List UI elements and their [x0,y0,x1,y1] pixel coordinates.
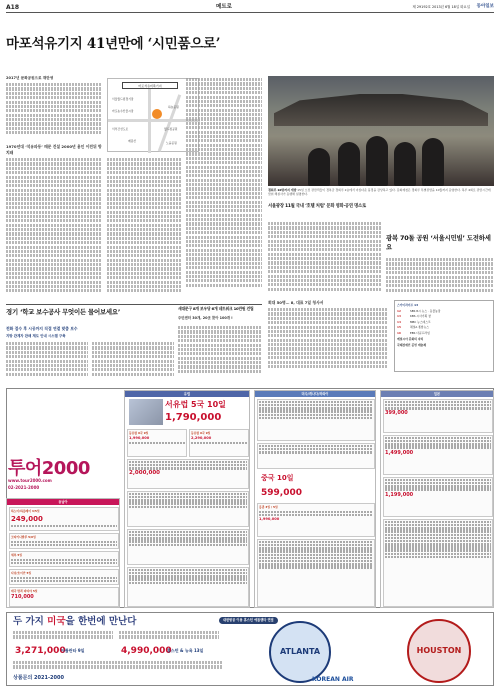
ad-item[interactable] [9,533,119,549]
channel-text: EBS 다큐프라임 [410,330,430,335]
article4-sub: 주민센터 30개, 20곳 찾아 100개 ! [178,316,233,320]
ad-item[interactable] [9,587,119,607]
channel-no: 13 [397,314,401,319]
photo-caption-text: 15일 오전 관람객들이 경복궁 경회루 2층에서 아름다운 풍경을 감상하고 있다. 문화재청은 경회루 특별관람을 10월까지 운영한다. 하루 4회로 관람시간에 맞춰 해설사가 동행해 설명한다. [268,188,491,197]
article3-sub: 전화 접수 후 시공까지 직접 연결 맞춤 보수 [6,326,78,331]
newspaper-brand: 동아일보 [476,4,494,9]
ad-item[interactable] [127,459,249,489]
tv-channel-box [394,300,494,372]
article2-headline: 서울광장 11월 국내 ‘호텔 처럼’ 문화 영화·공연 명소로 [268,204,366,209]
page-number: A18 [6,4,19,11]
ad-item[interactable] [383,519,493,607]
map-label: 하늘공원 [168,105,179,109]
channel-text: 채널A 종합뉴스 [410,325,430,330]
page-header [6,3,494,13]
ad-item[interactable] [257,443,375,469]
tour2000-ad [6,498,120,608]
ad-item[interactable] [9,569,119,585]
article2b-kicker: 회대 50명… 8, 대표 7일 청사서 [268,300,324,305]
ad-item-title: 하노이/하롱베이 4/5일 [11,509,40,513]
ad-item-title: 다낭/호이안 5일 [11,571,32,575]
ad-item[interactable] [257,539,375,607]
photo-caption [268,188,494,196]
map-label: 매봉산 [128,139,137,143]
article-body-3 [107,158,182,300]
ad-item-price: 710,000 [11,594,34,601]
china-headline: 중국 10일 [261,474,294,482]
ad-desc-3 [13,661,223,671]
america-banner: 미주/캐나다/하와이 [255,391,375,397]
channel-title-3: 국제장애인 공연 예술제 [397,342,426,347]
ad-item-title: 동유럽 6국 9일 [129,431,149,435]
ad-item[interactable] [127,429,187,457]
europe-price: 1,790,000 [165,412,222,423]
channel-text: MBC 뉴스데스크 [410,319,431,324]
article3-body-3 [178,326,262,382]
korean-air-ad [6,612,494,686]
ad-item-title: 동유럽 6국 9일 [191,431,211,435]
ad-item-price: 1,990,000 [129,436,150,441]
tour2000-site[interactable]: www.tour2000.com [8,478,52,483]
map-label: 노을공원 [166,141,177,145]
ad-item-title: 태국 방콕 파타야 5일 [11,589,38,593]
article-subhead: 1970년대 ‘석유파동’ 때문 건설 2000년 용인 이전뒤 방치돼 [6,144,102,155]
japan-ad [380,390,494,608]
location-marker-icon [152,109,162,119]
ad-item-price: 2,000,000 [129,470,160,477]
photo-caption-title: 경회루 10명까지 개방 [268,188,297,192]
tour2000-logo: 투어2000 [8,458,90,479]
article4-headline: 새대문구 8개 보우당 6개 네트워크 10만원 건립 [178,306,254,311]
channel-no: 14 [397,319,401,324]
article2b-body [386,258,494,298]
article-body-2 [6,158,102,300]
atlanta-badge: ATLANTA [269,621,331,683]
europe-photo [129,399,163,425]
article2c-body [268,308,388,374]
tour2000-phone: 02-2021-2000 [8,485,40,490]
ad-item[interactable] [127,529,249,565]
article-body-4 [186,78,262,300]
ad-item-price: 1,499,000 [385,449,414,456]
issue-date: 제 29192호 2013년 6월 18일 화요일 [412,5,470,9]
article3-body-2 [92,342,174,382]
map-label: 월드컵공원 [164,127,178,131]
america-ad [254,390,376,608]
article3-headline: 경기 ‘학교 보수공사 무엇이든 물어보세요’ [6,308,121,316]
ad-item[interactable] [257,503,375,537]
channel-text: SBS 8시 뉴스 · 동물농장 [410,309,441,314]
ad-item-title: 세부 5일 [11,553,23,557]
article3-body-1 [6,342,88,382]
ad-sub-2: 휴스턴 & 뉴욕 13일 [167,648,204,653]
china-price: 599,000 [261,488,302,498]
channel-no: 15 [397,325,401,330]
ad-desc-1 [13,631,113,643]
route-pill: 대한항공 이용 휴스턴 애틀랜타 연결 [219,617,278,624]
ad-sub-1: 아틀란타 9일 [61,648,85,653]
ad-item-price: 249,000 [11,515,43,524]
news-photo [268,76,494,186]
section-name: 메트로 [216,4,232,10]
korean-air-ad-title: 두 가지 미국을 한번에 만난다 [13,616,137,627]
article-kicker: 2017년 문화공원으로 재탄생 [6,76,54,80]
ad-item[interactable] [9,551,119,567]
ad-price-1: 3,271,000 [15,646,66,656]
channel-no: 12 [397,309,401,314]
ad-item[interactable] [127,567,249,607]
article2-body [268,222,382,296]
map-title: 마포석유비축기지 [122,82,178,89]
ad-price-2: 4,990,000 [121,646,172,656]
article3-tag: 지방 관계자 판매 제도 안내 시스템 구축 [6,334,66,338]
korean-air-logo: KOREAN AIR [312,676,354,683]
map-label: 서부간선도로 [112,127,129,131]
ad-desc-2 [119,631,219,643]
ad-hotline: 상품문의 2021-2000 [13,675,64,681]
ad-item-price: 2,290,000 [191,436,212,441]
channel-text: KBS 시사기획 창 [410,314,431,319]
houston-badge: HOUSTON [407,619,471,683]
tour2000-banner: 동남아 [7,499,119,505]
ad-item-price: 1,199,000 [385,491,414,498]
ad-item[interactable] [383,399,493,433]
map-label: 서울월드컵경기장 [112,97,134,101]
channel-no: 16 [397,330,401,335]
ad-item[interactable] [127,491,249,527]
channel-title: 스카이라이프 13 [397,303,419,307]
japan-banner: 일본 [381,391,493,397]
ad-item[interactable] [257,399,375,441]
ad-item-title: 코타키나발루 5/6일 [11,535,36,539]
ad-item[interactable] [383,477,493,517]
ad-item-title: 홍콩 3일 / 5일 [259,505,278,509]
europe-headline: 서유럽 5국 10일 [165,400,226,409]
article-body-1 [6,83,102,139]
article2b-headline: 광복 70돌 공원 ‘서울시민빌’ 도전하세요 [386,234,491,252]
ad-item[interactable] [9,507,119,531]
europe-ad [124,390,250,608]
article-headline: 마포석유기지 41년만에 ‘시민품으로’ [6,36,221,52]
europe-banner: 유럽 [125,391,249,397]
map-label: 마포농수산물시장 [112,109,134,113]
ad-item-price: 399,000 [385,410,408,417]
channel-title-2: 에밀시아 문화의 자리 [397,336,424,341]
ad-item-price: 1,990,000 [259,517,280,522]
ad-item[interactable] [383,435,493,475]
ad-item[interactable] [189,429,249,457]
